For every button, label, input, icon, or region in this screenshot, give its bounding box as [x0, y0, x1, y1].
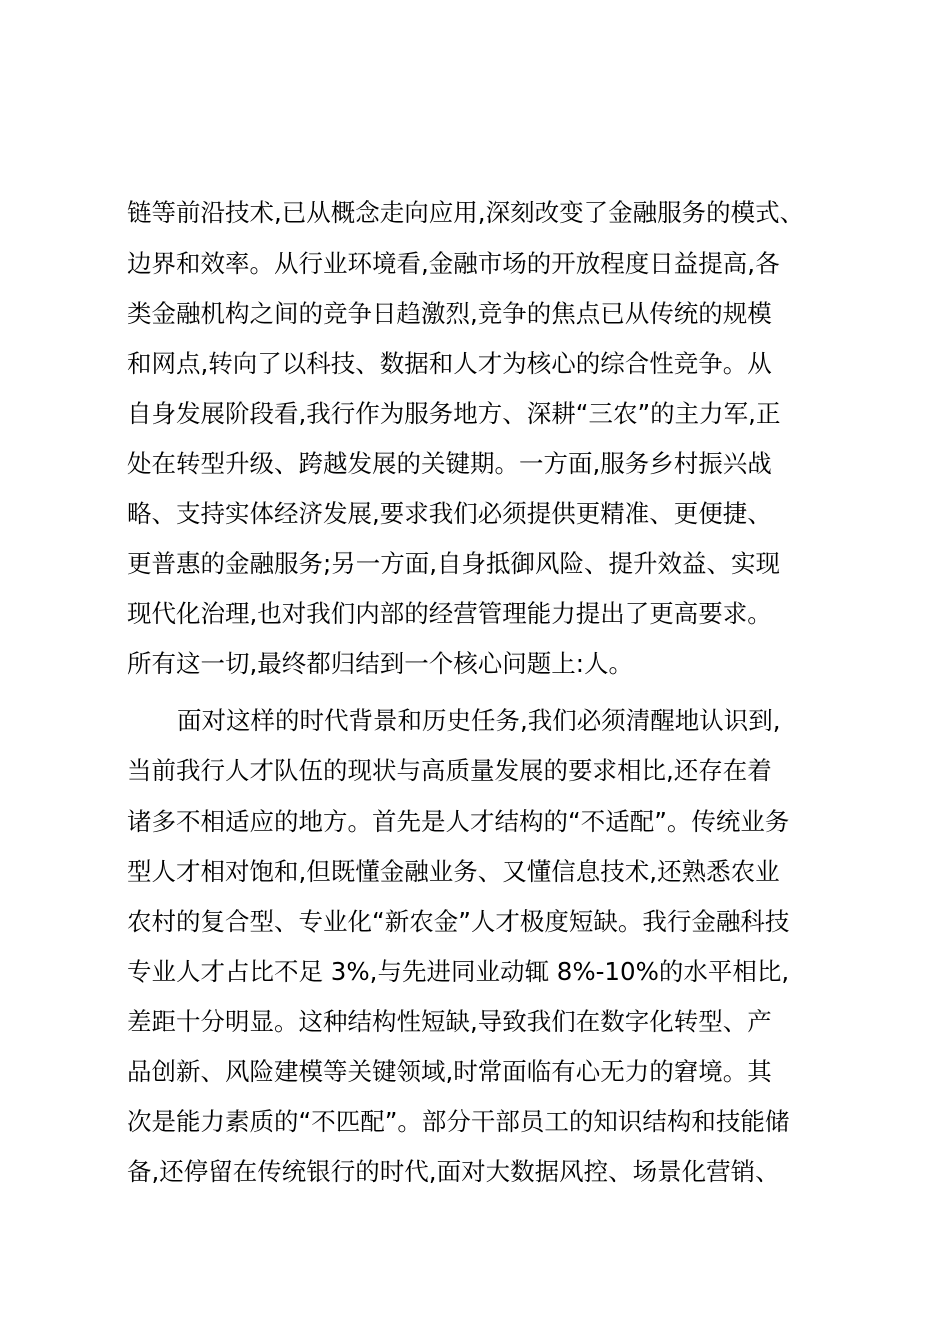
text-line: 现代化治理,也对我们内部的经营管理能力提出了更高要求。: [127, 599, 772, 628]
text-line: 诸多不相适应的地方。首先是人才结构的“不适配”。传统业务: [127, 807, 790, 836]
text-line: 品创新、风险建模等关键领域,时常面临有心无力的窘境。其: [127, 1057, 772, 1086]
text-line: 型人才相对饱和,但既懂金融业务、又懂信息技术,还熟悉农业: [127, 857, 780, 886]
text-line: 差距十分明显。这种结构性短缺,导致我们在数字化转型、产: [127, 1007, 772, 1036]
text-line: 所有这一切,最终都归结到一个核心问题上:人。: [127, 649, 634, 678]
text-line: 面对这样的时代背景和历史任务,我们必须清醒地认识到,: [177, 706, 781, 735]
text-line: 更普惠的金融服务;另一方面,自身抵御风险、提升效益、实现: [127, 549, 781, 578]
text-line: 边界和效率。从行业环境看,金融市场的开放程度日益提高,各: [127, 249, 780, 278]
text-line: 农村的复合型、专业化“新农金”人才极度短缺。我行金融科技: [127, 907, 790, 936]
text-line: 略、支持实体经济发展,要求我们必须提供更精准、更便捷、: [127, 499, 772, 528]
text-line: 当前我行人才队伍的现状与高质量发展的要求相比,还存在着: [127, 756, 772, 785]
text-line: 自身发展阶段看,我行作为服务地方、深耕“三农”的主力军,正: [127, 399, 781, 428]
text-line: 和网点,转向了以科技、数据和人才为核心的综合性竞争。从: [127, 349, 772, 378]
text-line: 链等前沿技术,已从概念走向应用,深刻改变了金融服务的模式、: [127, 198, 805, 227]
text-line: 备,还停留在传统银行的时代,面对大数据风控、场景化营销、: [127, 1157, 780, 1186]
text-line: 次是能力素质的“不匹配”。部分干部员工的知识结构和技能储: [127, 1107, 790, 1136]
text-line: 处在转型升级、跨越发展的关键期。一方面,服务乡村振兴战: [127, 449, 772, 478]
text-line: 类金融机构之间的竞争日趋激烈,竞争的焦点已从传统的规模: [127, 299, 772, 328]
text-line: 专业人才占比不足 3%,与先进同业动辄 8%-10%的水平相比,: [127, 957, 790, 986]
